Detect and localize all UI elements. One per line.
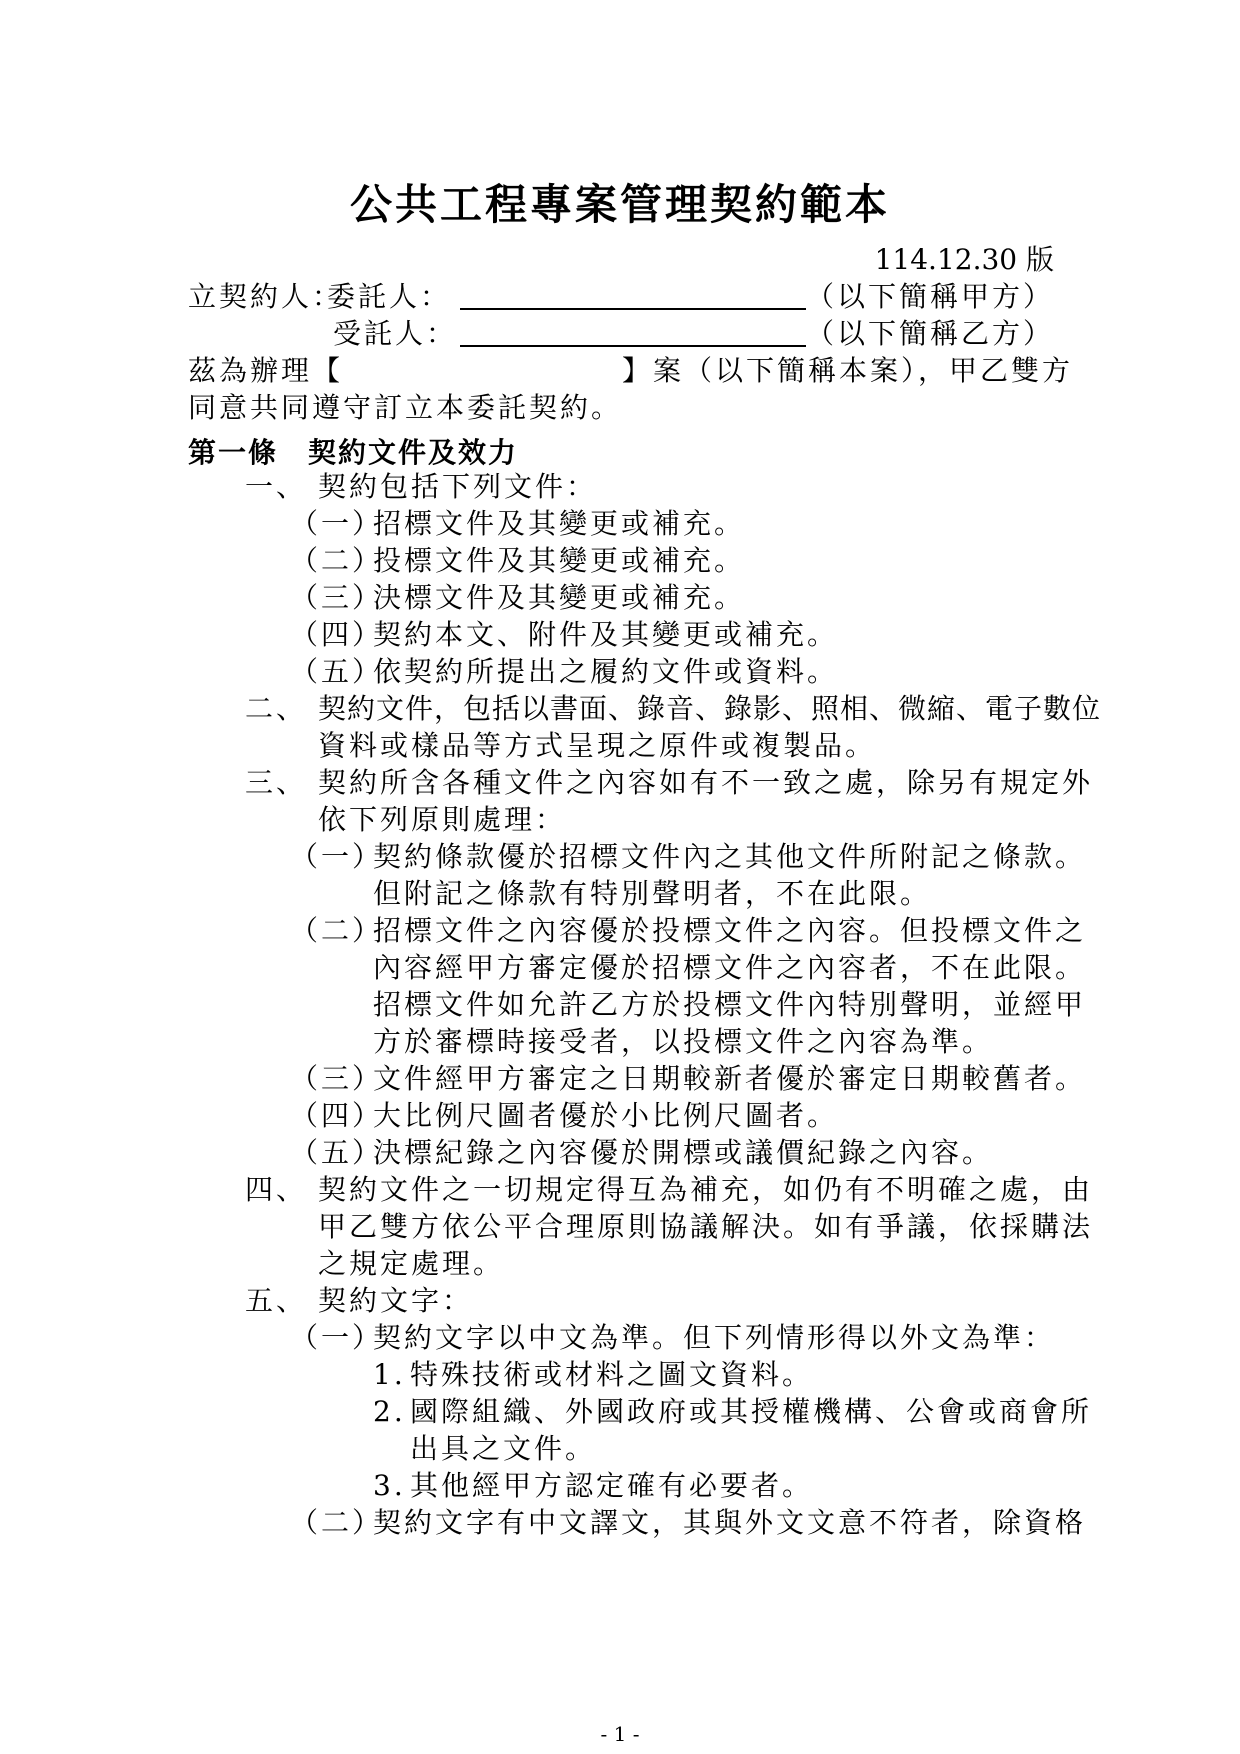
item-5-sub-1-n1-label: 1. xyxy=(373,1358,406,1391)
client-name-field[interactable] xyxy=(460,278,806,310)
item-4-line-3: 之規定處理。 xyxy=(318,1247,505,1280)
item-4-label: 四、 xyxy=(245,1173,308,1206)
item-3-sub-2-label: （二） xyxy=(290,914,384,947)
item-5-label: 五、 xyxy=(245,1284,308,1317)
item-5-sub-1-n3-text: 其他經甲方認定確有必要者。 xyxy=(410,1469,814,1502)
item-1-sub-3-label: （三） xyxy=(290,581,384,614)
item-1-sub-4-label: （四） xyxy=(290,618,384,651)
item-1-sub-1-label: （一） xyxy=(290,507,384,540)
item-5-sub-2-label: （二） xyxy=(290,1506,384,1539)
item-5-sub-2-text: 契約文字有中文譯文，其與外文文意不符者，除資格 xyxy=(373,1506,1087,1539)
item-3-sub-5-line-1: 決標紀錄之內容優於開標或議價紀錄之內容。 xyxy=(373,1136,994,1169)
article-1-heading: 第一條 契約文件及效力 xyxy=(188,436,519,469)
item-5-sub-1-n2-label: 2. xyxy=(373,1395,406,1428)
item-1-sub-3-text: 決標文件及其變更或補充。 xyxy=(373,581,746,614)
page-number: - 1 - xyxy=(600,1722,640,1746)
parties-prefix: 立契約人： xyxy=(188,280,344,313)
version-label: 114.12.30 版 xyxy=(874,243,1054,276)
item-3-sub-3-line-1: 文件經甲方審定之日期較新者優於審定日期較舊者。 xyxy=(373,1062,1087,1095)
item-3-sub-4-line-1: 大比例尺圖者優於小比例尺圖者。 xyxy=(373,1099,839,1132)
contractor-name-field[interactable] xyxy=(460,315,806,347)
client-suffix: （以下簡稱甲方） xyxy=(806,280,1055,313)
item-5-sub-1-n2-line-2: 出具之文件。 xyxy=(410,1432,597,1465)
client-label: 委託人： xyxy=(327,280,452,313)
item-5-sub-1-label: （一） xyxy=(290,1321,384,1354)
item-5-text: 契約文字： xyxy=(318,1284,474,1317)
item-4-line-2: 甲乙雙方依公平合理原則協議解決。如有爭議，依採購法 xyxy=(318,1210,1094,1243)
item-3-line-1: 契約所含各種文件之內容如有不一致之處，除另有規定外 xyxy=(318,766,1094,799)
item-5-sub-1-n1-text: 特殊技術或材料之圖文資料。 xyxy=(410,1358,814,1391)
item-3-sub-1-label: （一） xyxy=(290,840,384,873)
intro-start: 茲為辦理【 xyxy=(188,354,344,387)
item-1-sub-4-text: 契約本文、附件及其變更或補充。 xyxy=(373,618,839,651)
item-1-sub-2-label: （二） xyxy=(290,544,384,577)
item-2-label: 二、 xyxy=(245,692,308,725)
contractor-label: 受託人： xyxy=(333,317,458,350)
item-3-sub-1-line-2: 但附記之條款有特別聲明者，不在此限。 xyxy=(373,877,932,910)
item-5-sub-1-text: 契約文字以中文為準。但下列情形得以外文為準： xyxy=(373,1321,1056,1354)
item-3-sub-5-label: （五） xyxy=(290,1136,384,1169)
item-3-sub-3-label: （三） xyxy=(290,1062,384,1095)
item-2-line-1: 契約文件，包括以書面、錄音、錄影、照相、微縮、電子數位 xyxy=(318,692,1102,725)
item-3-label: 三、 xyxy=(245,766,308,799)
item-2-line-2: 資料或樣品等方式呈現之原件或複製品。 xyxy=(318,729,877,762)
item-5-sub-1-n3-label: 3. xyxy=(373,1469,406,1502)
intro-middle: 】案（以下簡稱本案），甲乙雙方 xyxy=(622,354,1074,387)
item-4-line-1: 契約文件之一切規定得互為補充，如仍有不明確之處，由 xyxy=(318,1173,1094,1206)
contractor-suffix: （以下簡稱乙方） xyxy=(806,317,1055,350)
item-3-sub-4-label: （四） xyxy=(290,1099,384,1132)
item-1-text: 契約包括下列文件： xyxy=(318,470,598,503)
intro-line2: 同意共同遵守訂立本委託契約。 xyxy=(188,391,623,424)
document-title: 公共工程專案管理契約範本 xyxy=(349,180,890,229)
item-1-label: 一、 xyxy=(245,470,308,503)
item-3-line-2: 依下列原則處理： xyxy=(318,803,567,836)
item-3-sub-2-line-3: 招標文件如允許乙方於投標文件內特別聲明，並經甲 xyxy=(373,988,1087,1021)
item-3-sub-1-line-1: 契約條款優於招標文件內之其他文件所附記之條款。 xyxy=(373,840,1087,873)
item-1-sub-5-label: （五） xyxy=(290,655,384,688)
item-5-sub-1-n2-line-1: 國際組織、外國政府或其授權機構、公會或商會所 xyxy=(410,1395,1093,1428)
item-1-sub-1-text: 招標文件及其變更或補充。 xyxy=(373,507,746,540)
item-3-sub-2-line-1: 招標文件之內容優於投標文件之內容。但投標文件之 xyxy=(373,914,1087,947)
item-3-sub-2-line-4: 方於審標時接受者，以投標文件之內容為準。 xyxy=(373,1025,994,1058)
item-1-sub-5-text: 依契約所提出之履約文件或資料。 xyxy=(373,655,839,688)
item-1-sub-2-text: 投標文件及其變更或補充。 xyxy=(373,544,746,577)
item-3-sub-2-line-2: 內容經甲方審定優於招標文件之內容者，不在此限。 xyxy=(373,951,1087,984)
